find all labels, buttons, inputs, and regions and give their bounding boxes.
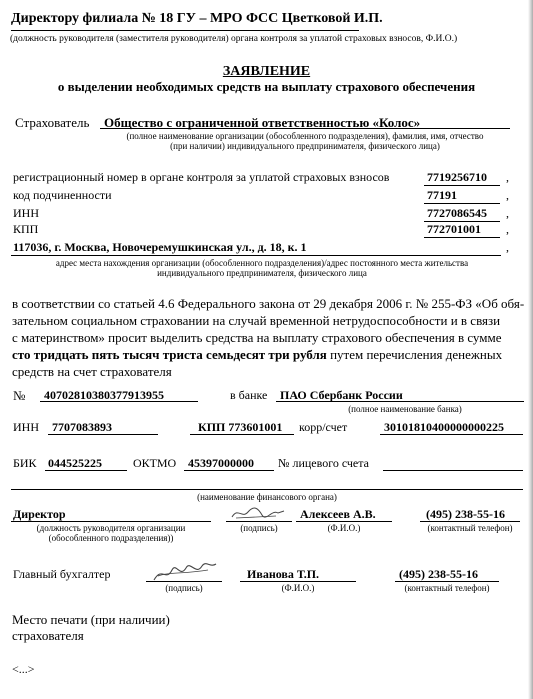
accountant-sign-underline [146,581,222,582]
corr-account: 30101810400000000225 [384,420,504,434]
subordination-underline [424,203,500,204]
reg-number-underline [424,185,500,186]
accountant-phone-note: (контактный телефон) [404,583,490,593]
document-subtitle: о выделении необходимых средств на выплату страхового обеспечения [57,79,476,94]
in-bank-label: в банке [230,388,268,402]
oktmo-underline [184,470,274,471]
director-sign-note: (подпись) [240,523,278,533]
director-phone-underline [420,521,520,522]
insurer-label: Страхователь [15,115,90,130]
director-note-1: (должность руководителя организации [36,523,186,533]
body-line-4 [12,347,502,363]
insurer-inn-value: 7727086545 [427,206,487,220]
insurer-kpp-underline [424,237,500,238]
accountant-name: Иванова Т.П. [247,567,320,581]
bank-kpp-underline [190,434,294,435]
address-note-1: адрес места нахождения организации (обособленного подразделения)/адрес постоянного места жительства [55,258,469,268]
oktmo: 45397000000 [188,456,254,470]
body-line-1: в соответствии со статьей 4.6 Федерального закона от 29 декабря 2006 г. № 255-ФЗ «Об обя- [12,296,525,311]
comma: , [506,206,509,220]
director-phone: (495) 238-55-16 [426,507,505,521]
bank-inn-underline [48,434,158,435]
insurer-kpp-label: КПП [13,222,39,236]
fin-body-underline [11,489,523,490]
amount-in-words: сто тридцать пять тысяч триста семьдесят три рубля [12,347,327,362]
account-underline [40,401,198,402]
comma: , [506,240,509,254]
addressee-underline [11,30,359,31]
director-note-2: (обособленного подразделения)) [48,533,174,543]
body-line-5: средств на счет страхователя [12,364,172,379]
accountant-sign-note: (подпись) [165,583,203,593]
insurer-note-1: (полное наименование организации (обособленного подразделения), фамилия, имя, отчество [126,131,484,141]
director-title-underline [11,521,211,522]
insurer-inn-label: ИНН [13,206,39,220]
bik: 044525225 [48,456,102,470]
director-sign-underline [226,521,292,522]
director-name: Алексеев А.В. [300,507,376,521]
director-name-underline [296,521,392,522]
account-no-label: № [13,388,26,403]
personal-account-label: № лицевого счета [278,456,369,470]
stamp-place-line-2: страхователя [12,628,84,643]
insurer-name: Общество с ограниченной ответственностью «Колос» [104,115,421,130]
comma: , [506,222,509,236]
bank-inn: 7707083893 [52,420,112,434]
reg-number-value: 7719256710 [427,170,487,184]
accountant-fio-note: (Ф.И.О.) [281,583,315,593]
ellipsis: <...> [12,662,35,676]
accountant-phone-underline [395,581,499,582]
fin-body-note: (наименование финансового органа) [197,492,337,502]
corr-label: корр/счет [299,420,348,434]
bik-label: БИК [13,456,37,470]
comma: , [506,170,509,184]
addressee-note: (должность руководителя (заместителя руководителя) органа контроля за уплатой страховых взносов, Ф.И.О.) [10,34,458,44]
account-number: 40702810380377913955 [44,388,164,402]
director-phone-note: (контактный телефон) [427,523,513,533]
director-fio-note: (Ф.И.О.) [327,523,361,533]
document-title: ЗАЯВЛЕНИЕ [222,64,311,79]
bik-underline [45,470,127,471]
personal-account-underline [383,470,523,471]
insurer-underline [100,128,510,129]
director-signature-icon [228,503,288,523]
subordination-value: 77191 [427,188,457,202]
insurer-note-2: (при наличии) индивидуального предпринимателя, физического лица) [170,141,440,151]
bank-inn-label: ИНН [13,420,39,434]
bank-name: ПАО Сбербанк России [280,388,403,402]
comma: , [506,188,509,202]
page-edge-shadow [528,0,533,699]
body-line-2: зательном социальном страховании на случай временной нетрудоспособности и в связи [12,313,501,328]
bank-kpp: КПП 773601001 [198,420,283,434]
address-note-2: индивидуального предпринимателя, физического лица [157,268,367,278]
oktmo-label: ОКТМО [133,456,177,470]
reg-number-label: регистрационный номер в органе контроля за уплатой страховых взносов [13,170,390,184]
body-line-3: с материнством» просит выделить средства на выплату страхового обеспечения в сумме [12,330,502,345]
director-title: Директор [13,507,66,521]
insurer-address: 117036, г. Москва, Новочеремушкинская ул., д. 18, к. 1 [13,240,307,254]
bank-note: (полное наименование банка) [348,404,462,414]
bank-underline [276,401,524,402]
insurer-kpp-value: 772701001 [427,222,481,236]
accountant-phone: (495) 238-55-16 [399,567,478,581]
body-line-4-rest: путем перечисления денежных [326,347,503,362]
accountant-name-underline [240,581,356,582]
subordination-label: код подчиненности [13,188,112,202]
address-underline [11,255,501,256]
stamp-place-line-1: Место печати (при наличии) [12,612,170,627]
accountant-title: Главный бухгалтер [13,567,111,581]
addressee: Директору филиала № 18 ГУ – МРО ФСС Цветковой И.П. [11,11,383,26]
corr-underline [380,434,523,435]
